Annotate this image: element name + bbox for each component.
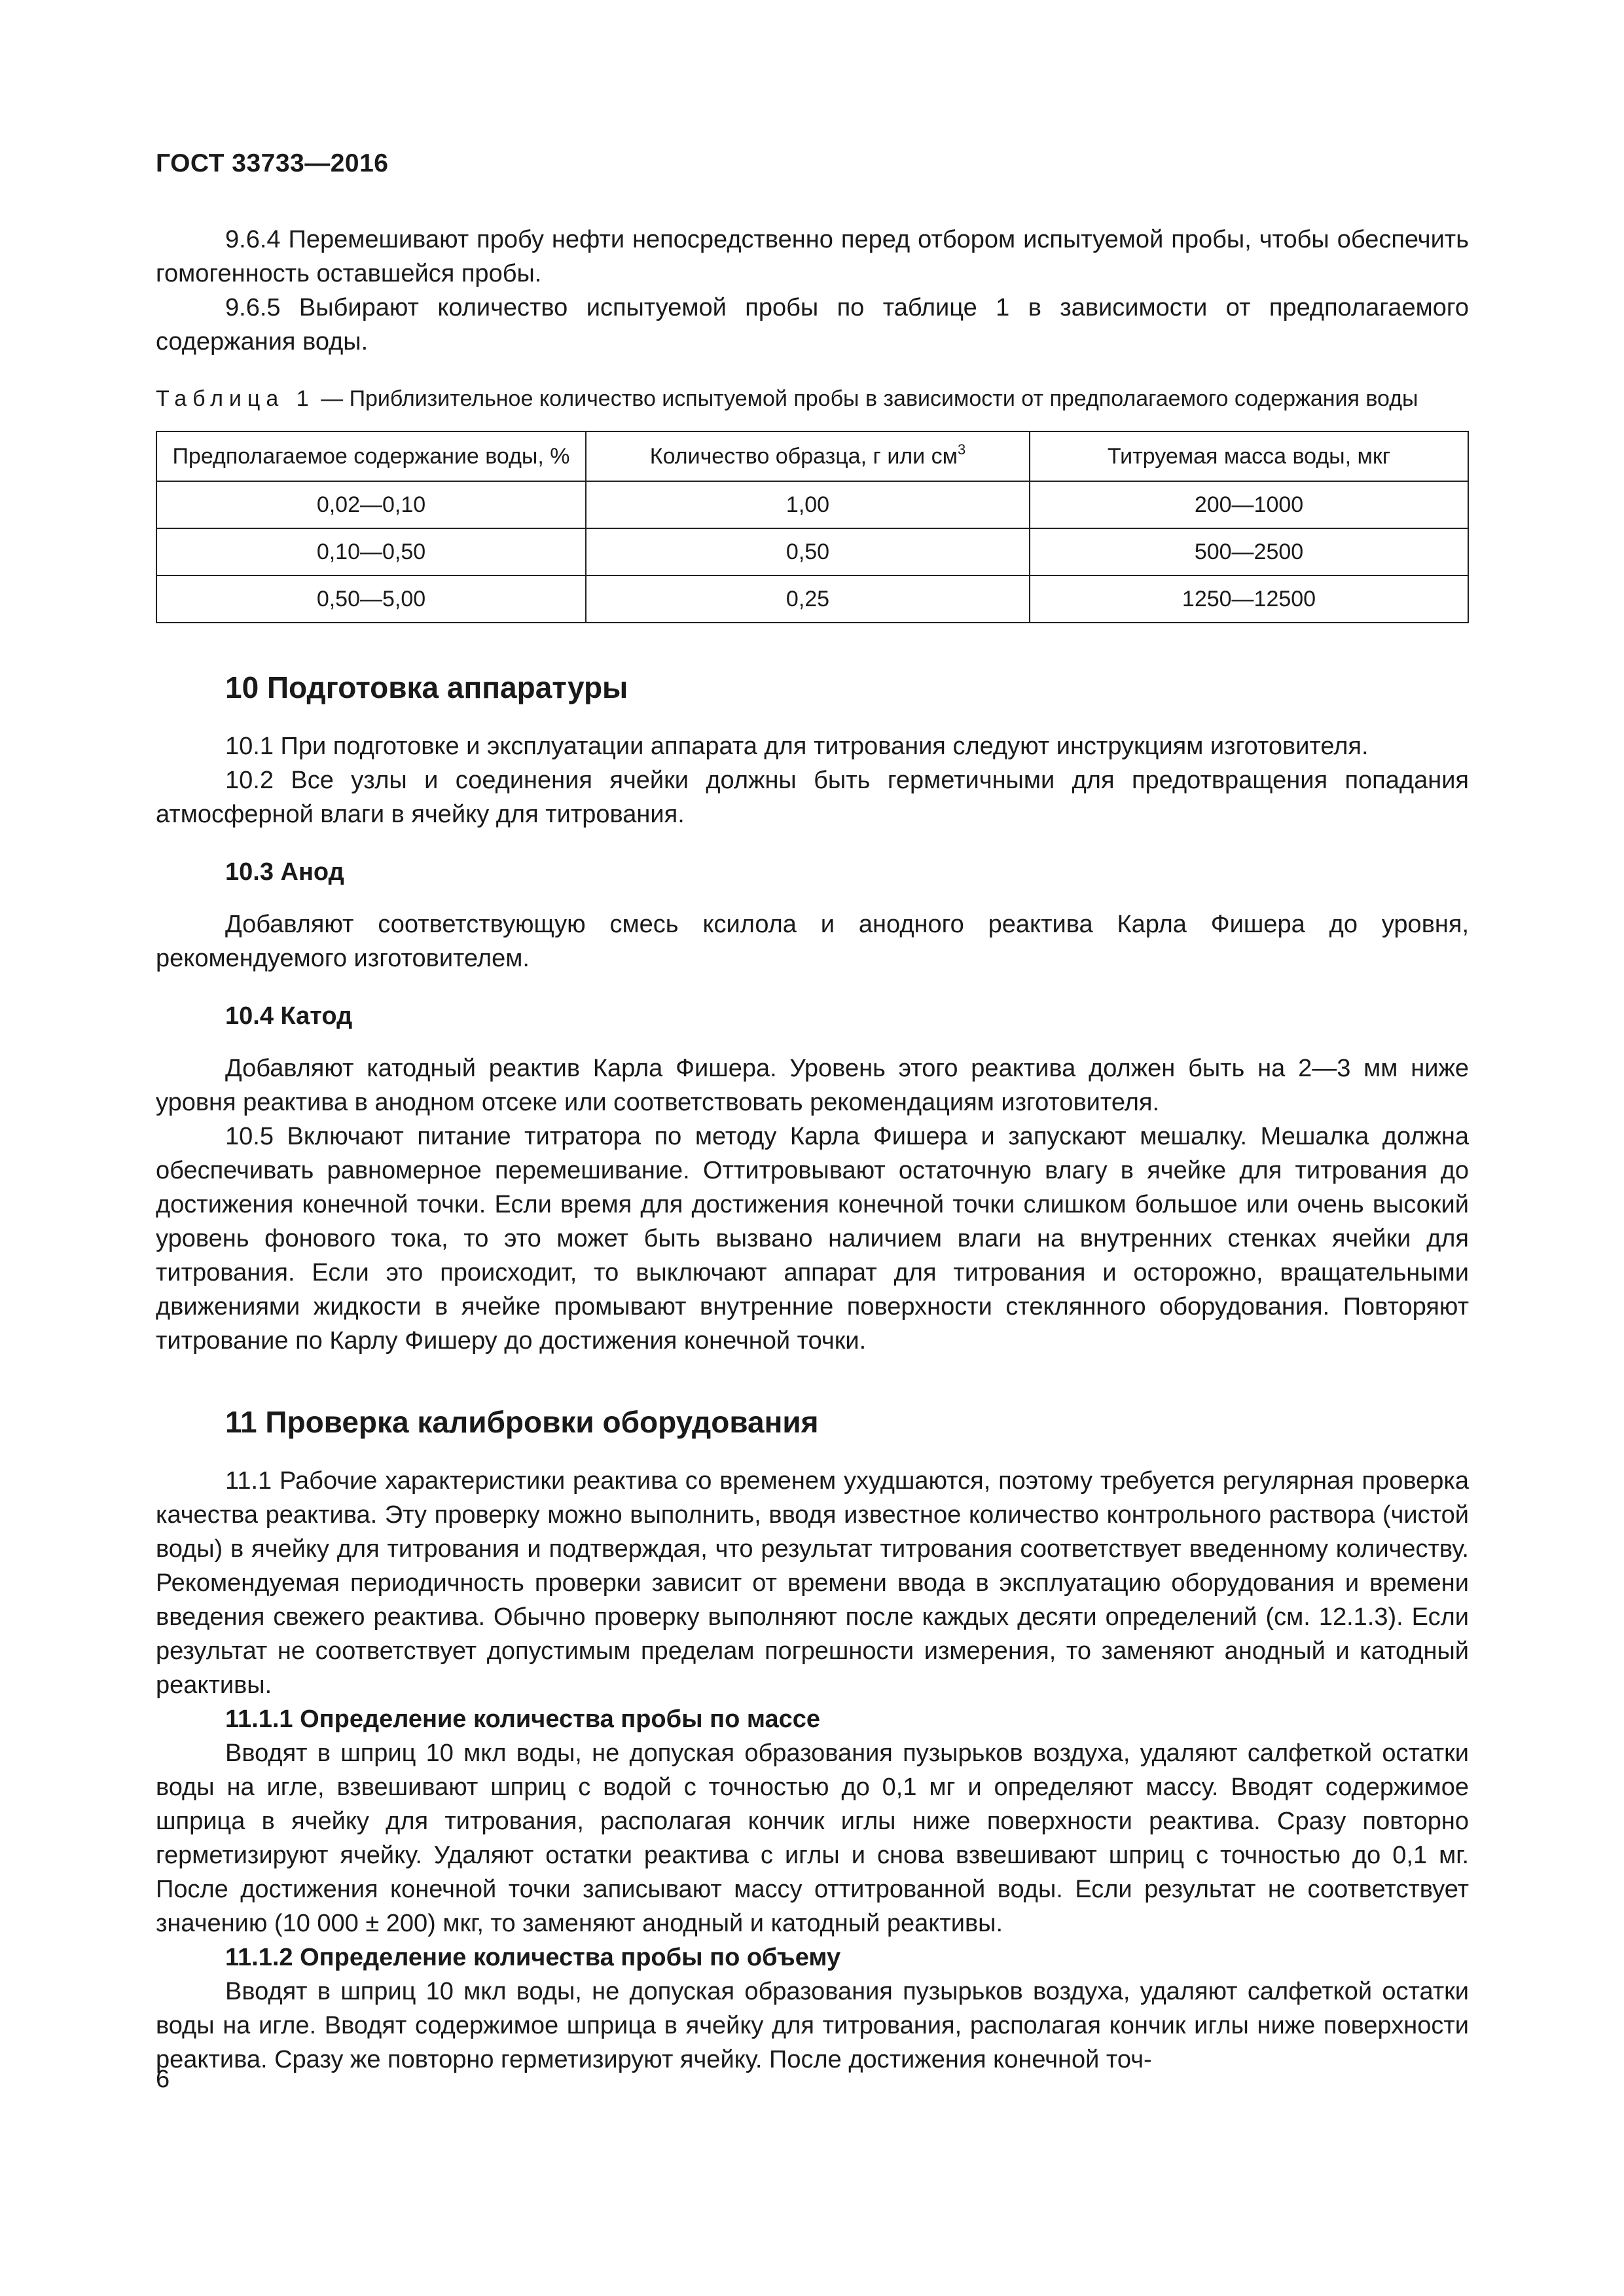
paragraph-11-1-1: Вводят в шприц 10 мкл воды, не допуская образования пузырьков воздуха, удаляют салфеткой остатки воды на игле, взвешивают шприц с водой с точностью до 0,1 мг и определяют массу. Вводят содержимое шприца в ячейку для титрования, располагая кончик иглы ниже поверхности реактива. Сразу повторно герметизируют ячейку. Удаляют остатки реактива с иглы и снова взвешивают шприц с точностью до 0,1 мг. После достижения конечной точки записывают массу оттитрованной воды. Если результат не соответствует значению (10 000 ± 200) мкг, то заменяют анодный и катодный реактивы. xyxy=(156,1740,1469,1937)
table-caption-text: — Приблизительное количество испытуемой пробы в зависимости от предполагаемого содержания воды xyxy=(314,386,1418,411)
table-caption xyxy=(156,384,1469,414)
subsection-11-1-2-title: 11.1.2 Определение количества пробы по объему xyxy=(225,1944,841,1971)
subsection-10-4-title: 10.4 Катод xyxy=(225,1002,353,1030)
table-header-cell xyxy=(586,431,1030,481)
table-header-text: Количество образца, г или см xyxy=(649,443,958,469)
paragraph-10-2: 10.2 Все узлы и соединения ячейки должны быть герметичными для предотвращения попадания атмосферной влаги в ячейку для титрования. xyxy=(156,767,1469,828)
paragraph-10-5: 10.5 Включают питание титратора по методу Карла Фишера и запускают мешалку. Мешалка должна обеспечивать равномерное перемешивание. Оттитровывают остаточную влагу в ячейке для титрования до достижения конечной точки. Если время для достижения конечной точки слишком большое или очень высокий уровень фонового тока, то это может быть вызвано наличием влаги на внутренних стенках ячейки для титрования. Если это происходит, то выключают аппарат для титрования и осторожно, вращательными движениями жидкости в ячейке промывают внутренние поверхности стеклянного оборудования. Повторяют титрование по Карлу Фишеру до достижения конечной точки. xyxy=(156,1123,1469,1355)
table-cell: 1250—12500 xyxy=(1030,575,1468,623)
table-cell: 0,10—0,50 xyxy=(156,528,586,575)
table-header-cell: Предполагаемое содержание воды, % xyxy=(156,431,586,481)
table-header-cell: Титруемая масса воды, мкг xyxy=(1030,431,1468,481)
section-11-title: 11 Проверка калибровки оборудования xyxy=(225,1405,819,1439)
table-cell: 200—1000 xyxy=(1030,481,1468,528)
paragraph-10-4: Добавляют катодный реактив Карла Фишера. Уровень этого реактива должен быть на 2—3 мм ниже уровня реактива в анодном отсеке или соответствовать рекомендациям изготовителя. xyxy=(156,1055,1469,1116)
table-row xyxy=(156,481,1468,528)
page-number: 6 xyxy=(156,2066,170,2093)
paragraph-9-6-5: 9.6.5 Выбирают количество испытуемой пробы по таблице 1 в зависимости от предполагаемого содержания воды. xyxy=(156,294,1469,355)
table-caption-label: Таблица 1 xyxy=(156,386,315,411)
paragraph-10-3: Добавляют соответствующую смесь ксилола и анодного реактива Карла Фишера до уровня, рекомендуемого изготовителем. xyxy=(156,911,1469,972)
subsection-10-3-title: 10.3 Анод xyxy=(225,858,344,886)
paragraph-11-1-2: Вводят в шприц 10 мкл воды, не допуская образования пузырьков воздуха, удаляют салфеткой остатки воды на игле. Вводят содержимое шприца в ячейку для титрования, располагая кончик иглы ниже поверхности реактива. Сразу же повторно герметизируют ячейку. После достижения конечной точ- xyxy=(156,1978,1469,2073)
section-10-title: 10 Подготовка аппаратуры xyxy=(225,670,628,704)
subsection-11-1-1-title: 11.1.1 Определение количества пробы по массе xyxy=(225,1705,820,1733)
table-header-row xyxy=(156,431,1468,481)
water-content-table xyxy=(156,431,1469,623)
table-cell: 1,00 xyxy=(586,481,1030,528)
document-header: ГОСТ 33733—2016 xyxy=(156,149,389,177)
paragraph-9-6-4: 9.6.4 Перемешивают пробу нефти непосредственно перед отбором испытуемой пробы, чтобы обеспечить гомогенность оставшейся пробы. xyxy=(156,226,1469,287)
paragraph-10-1: 10.1 При подготовке и эксплуатации аппарата для титрования следуют инструкциям изготовителя. xyxy=(225,733,1369,760)
table-cell: 0,25 xyxy=(586,575,1030,623)
table-cell: 0,50—5,00 xyxy=(156,575,586,623)
table-cell: 0,50 xyxy=(586,528,1030,575)
table-row xyxy=(156,528,1468,575)
page-content xyxy=(156,223,1469,2077)
paragraph-11-1: 11.1 Рабочие характеристики реактива со временем ухудшаются, поэтому требуется регулярная проверка качества реактива. Эту проверку можно выполнить, вводя известное количество контрольного раствора (чистой воды) в ячейку для титрования и подтверждая, что результат титрования соответствует введенному количеству. Рекомендуемая периодичность проверки зависит от времени ввода в эксплуатацию оборудования и времени введения свежего реактива. Обычно проверку выполняют после каждых десяти определений (см. 12.1.3). Если результат не соответствует допустимым пределам погрешности измерения, то заменяют анодный и катодный реактивы. xyxy=(156,1467,1469,1699)
table-row xyxy=(156,575,1468,623)
superscript-3: 3 xyxy=(957,441,966,458)
table-cell: 500—2500 xyxy=(1030,528,1468,575)
table-cell: 0,02—0,10 xyxy=(156,481,586,528)
